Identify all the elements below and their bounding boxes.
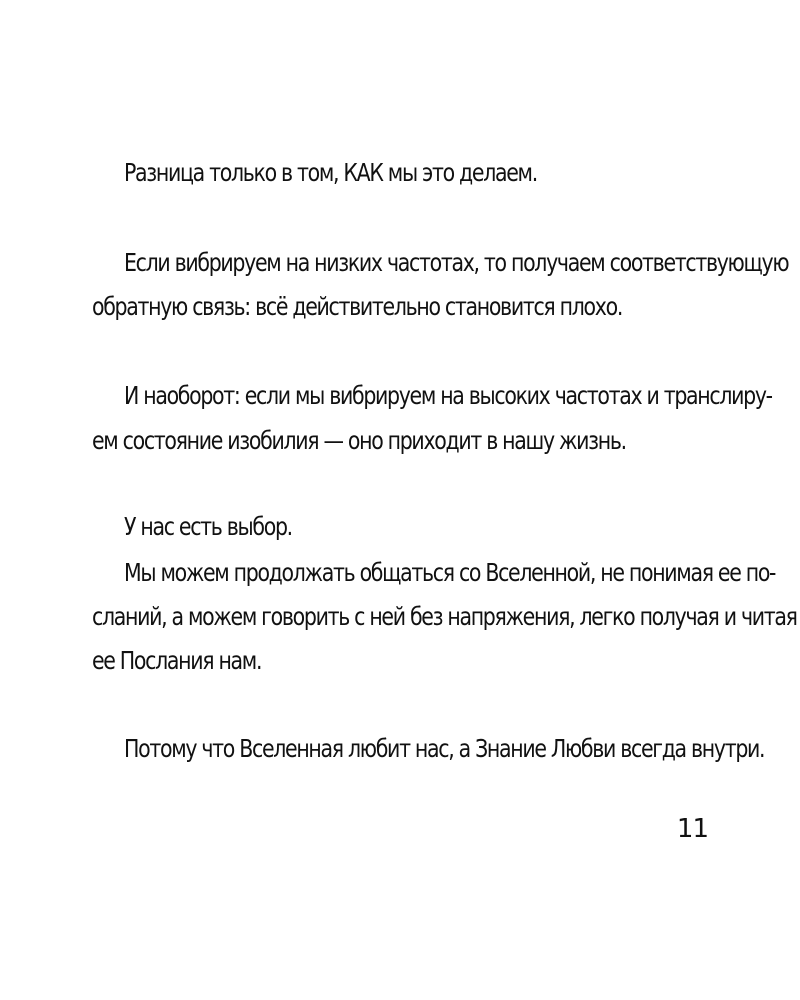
paragraph-3-line-2: ем состояние изобилия — оно приходит в нашу жизнь. (92, 426, 626, 455)
paragraph-1-line-1: Разница только в том, КАК мы это делаем. (124, 158, 537, 187)
paragraph-5-line-3: ее Послания нам. (92, 646, 262, 675)
page-number: 11 (676, 814, 708, 844)
paragraph-2-line-1: Если вибрируем на низких частотах, то получаем соответствующую (124, 248, 789, 277)
paragraph-2-line-2: обратную связь: всё действительно становится плохо. (92, 292, 623, 321)
paragraph-5-line-1: Мы можем продолжать общаться со Вселенной, не понимая ее по- (124, 558, 776, 587)
paragraph-3-line-1: И наоборот: если мы вибрируем на высоких частотах и транслиру- (124, 381, 772, 410)
paragraph-4-line-1: У нас есть выбор. (124, 512, 292, 541)
paragraph-6-line-1: Потому что Вселенная любит нас, а Знание Любви всегда внутри. (124, 734, 765, 763)
paragraph-5-line-2: сланий, а можем говорить с ней без напряжения, легко получая и читая (92, 602, 797, 631)
